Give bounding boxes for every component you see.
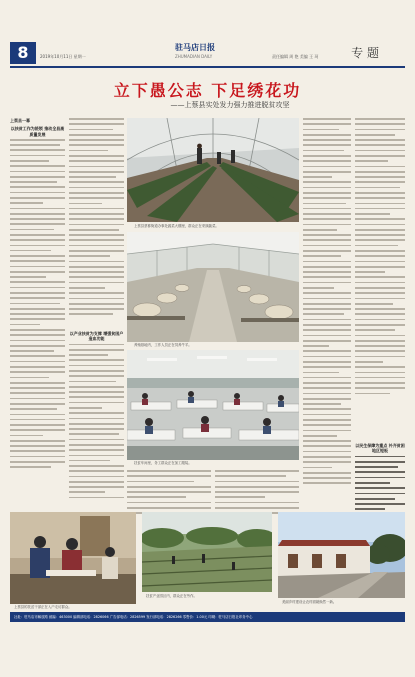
section-label: 专 题 <box>351 46 379 60</box>
caption-livestock-shed: 养殖基地内，工作人员正在饲养牛羊。 <box>134 343 192 347</box>
column-text <box>69 118 124 328</box>
caption-greenhouse: 上蔡县蔡都街道办事处蔬菜大棚里，群众正在采摘蔬菜。 <box>134 224 219 228</box>
page-header <box>10 42 405 68</box>
article-kicker: 上蔡县一幕 <box>10 118 30 123</box>
caption-workshop: 扶贫车间里，务工群众正在加工服装。 <box>134 461 192 465</box>
page-footer: 社址：驻马店市解放路 邮编：463000 编辑部电话：2826066 广告部电话：2826599 发行部电话：2826266 零售价：1.00元 印刷：驻马店日报社印务中心 <box>10 612 405 622</box>
photo-village <box>278 512 405 598</box>
article-column-2 <box>69 118 124 508</box>
photo-workshop <box>127 350 299 460</box>
caption-village: 美丽乡村建设让农村面貌焕然一新。 <box>282 600 337 604</box>
newspaper-logo-sub: ZHUMADIAN DAILY <box>175 54 213 59</box>
issue-date: 2019年10月11日 星期一 <box>40 54 86 59</box>
caption-industrial-park: 扶贫产业园区内，群众正在劳作。 <box>146 594 197 598</box>
photo-home-visit <box>10 512 136 604</box>
sub-headline: ——上蔡县实处发力强力推进脱贫攻坚 <box>170 101 290 109</box>
editor-line: 责任编辑 周 艳 美编 王 珂 <box>272 54 319 59</box>
section-heading-3: 以民生保障为重点 补齐贫困地区短板 <box>355 443 405 454</box>
article-column-1 <box>10 118 65 508</box>
headline: 立下愚公志 下足绣花功 <box>113 81 302 100</box>
header-rule <box>10 66 405 68</box>
article-column-6 <box>355 118 405 438</box>
photo-livestock-shed <box>127 232 299 342</box>
photo-industrial-park <box>142 512 272 592</box>
section-heading-1: 以扶贫工作为统领 推动全县高质量发展 <box>10 126 65 137</box>
section-heading-2: 以产业扶贫为支撑 增强贫困户造血功能 <box>69 331 124 342</box>
newspaper-logo: 驻马店日报 <box>175 42 215 52</box>
article-column-5 <box>303 118 351 528</box>
caption-home-visit: 上蔡县的扶贫干部正在入户走访群众。 <box>14 605 72 609</box>
column-text <box>69 344 124 504</box>
photo-greenhouse <box>127 118 299 222</box>
page-number: 8 <box>10 42 36 64</box>
column-text <box>10 139 65 499</box>
